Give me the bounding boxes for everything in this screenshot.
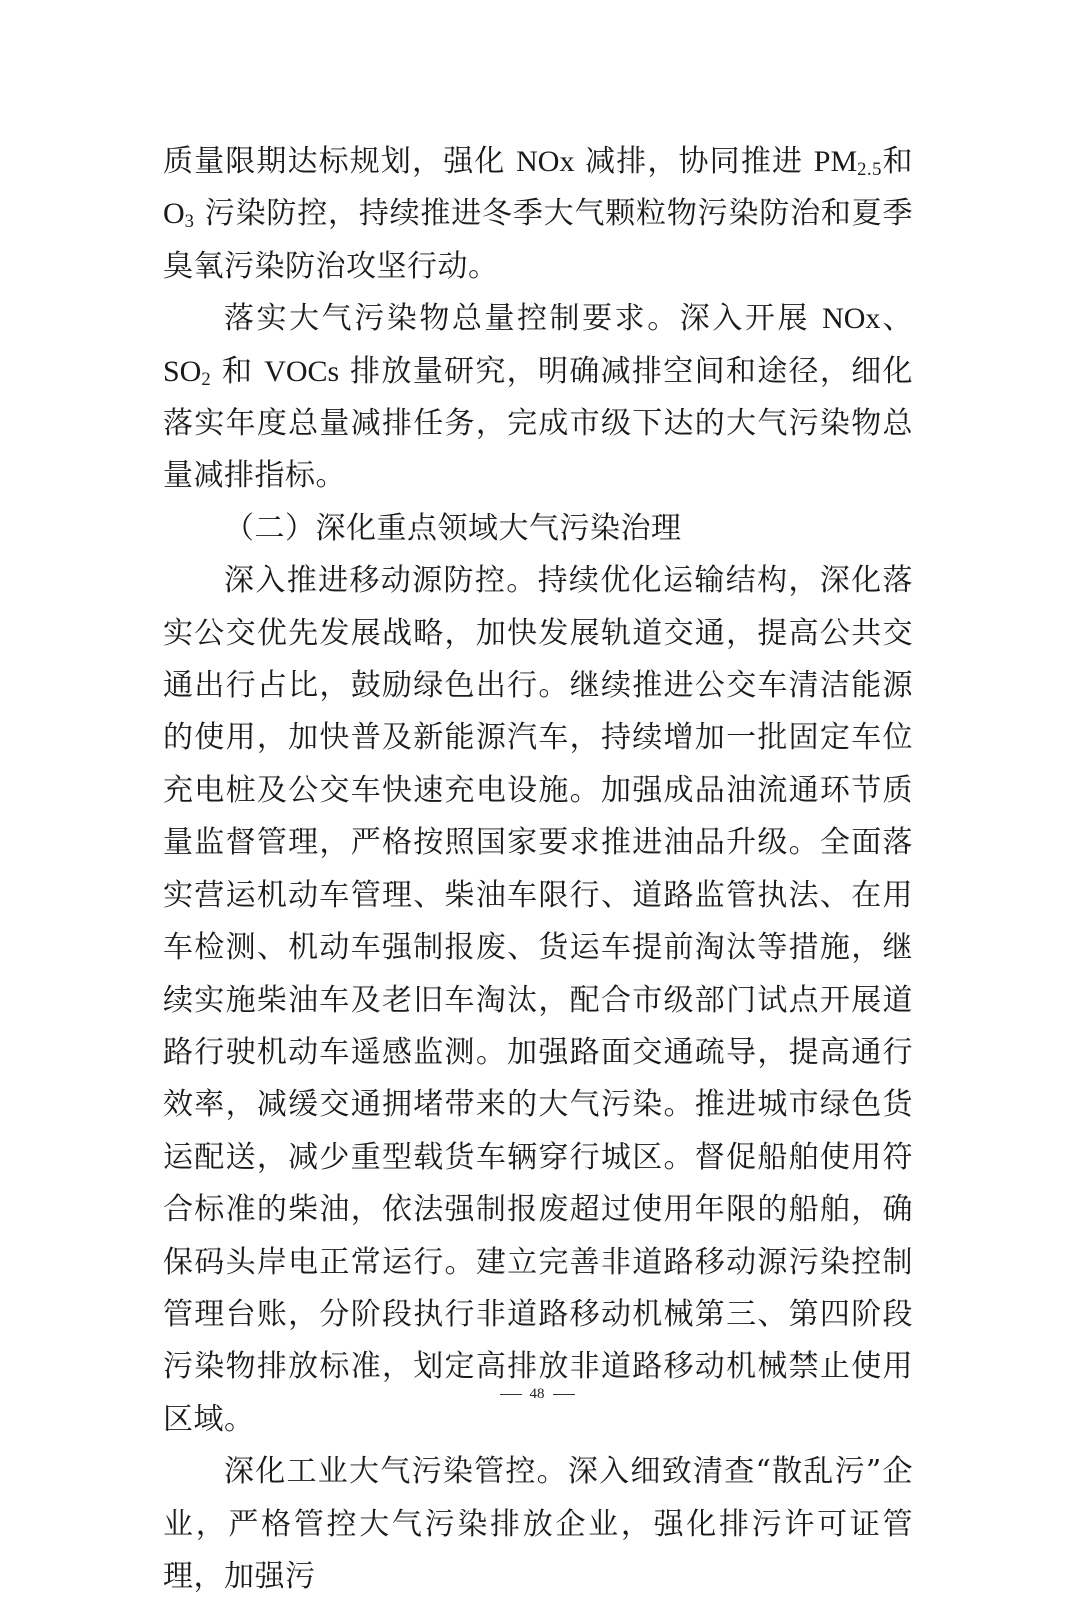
text-run: NOx <box>516 145 575 178</box>
paragraph-mobile-source-control: 深入推进移动源防控。持续优化运输结构，深化落实公交优先发展战略，加快发展轨道交通，提高公共交通出行占比，鼓励绿色出行。继续推进公交车清洁能源的使用，加快普及新能源汽车，持续增加一批固定车位充电桩及公交车快速充电设施。加强成品油流通环节质量监督管理，严格按照国家要求推进油品升级。全面落实营运机动车管理、柴油车限行、道路监管执法、在用车检测、机动车强制报废、货运车提前淘汰等措施，继续实施柴油车及老旧车淘汰，配合市级部门试点开展道路行驶机动车遥感监测。加强路面交通疏导，提高通行效率，减缓交通拥堵带来的大气污染。推进城市绿色货运配送，减少重型载货车辆穿行城区。督促船舶使用符合标准的柴油，依法强制报废超过使用年限的船舶，确保码头岸电正常运行。建立完善非道路移动源污染控制管理台账，分阶段执行非道路移动机械第三、第四阶段污染物排放标准，划定高排放非道路移动机械禁止使用区域。 <box>163 563 913 1437</box>
text-run: 和 <box>881 144 914 179</box>
section-heading: （二）深化重点领域大气污染治理 <box>224 510 682 546</box>
text-run: 污染防控，持续推进冬季大气颗粒物污染防治和夏季臭氧污染防治攻坚行动。 <box>163 196 913 284</box>
text-run: PM <box>813 145 858 178</box>
text-run: 、 <box>880 301 913 337</box>
subscript: 2 <box>201 368 212 390</box>
subscript: 3 <box>184 211 195 233</box>
page-footer <box>0 1386 1074 1403</box>
document-body <box>163 136 913 1603</box>
text-run: SO <box>163 354 202 388</box>
text-run: VOCs <box>264 354 340 388</box>
subscript: 2.5 <box>857 159 882 181</box>
footer-dash-left <box>500 1394 522 1395</box>
page-number: 48 <box>529 1386 545 1402</box>
text-run: 减排，协同推进 <box>574 144 814 179</box>
footer-dash-right <box>553 1394 575 1395</box>
paragraph-air-quality-plan <box>163 136 913 293</box>
text-run: 排放量研究，明确减排空间和途径，细化落实年度总量减排任务，完成市级下达的大气污染物总量减排指标。 <box>163 353 913 494</box>
text-run: NOx <box>822 302 881 336</box>
text-run: 和 <box>211 353 265 389</box>
text-run: 落实大气污染物总量控制要求。深入开展 <box>224 301 823 337</box>
text-run: 质量限期达标规划，强化 <box>163 144 517 179</box>
paragraph-total-emission-control <box>163 293 913 503</box>
text-run: O <box>163 197 185 231</box>
paragraph-industrial-pollution-control: 深化工业大气污染管控。深入细致清查“散乱污”企业，严格管控大气污染排放企业，强化排污许可证管理，加强污 <box>163 1454 913 1594</box>
